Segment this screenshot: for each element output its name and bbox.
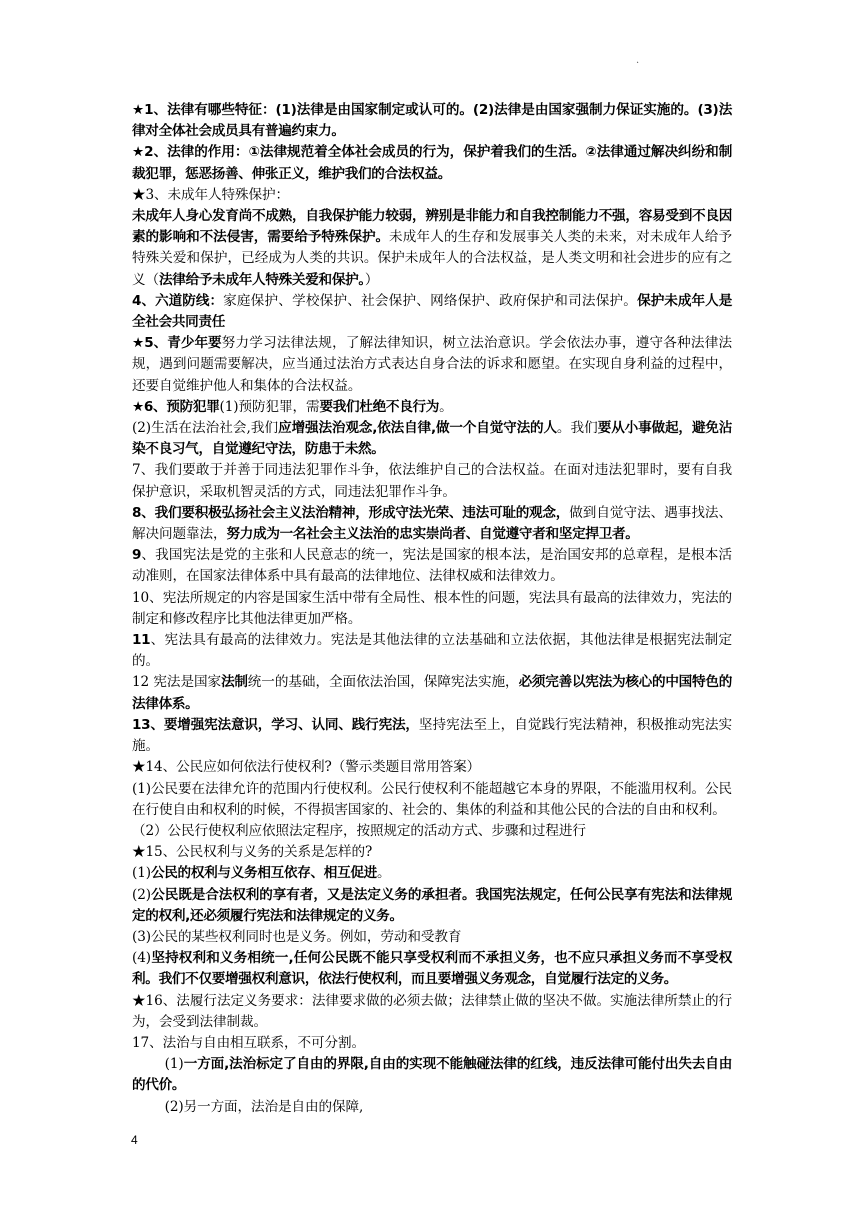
bold-text-run: 8、我们要积极弘扬社会主义法治精神，形成守法光荣、违法可耻的观念， xyxy=(132,504,570,521)
bold-text-run: 未成年人身心发育尚不成熟，自我保护能力较弱，辨别是非能力和自我控制能力不强，容易受到不良因素的影响和不法侵害，需要给予特殊保护。 xyxy=(132,208,732,246)
bold-text-run: 一方面,法治标定了自由的界限,自由的实现不能触碰法律的红线，违反法律可能付出失去自由的代价。 xyxy=(132,1056,732,1094)
bold-text-run: 4、六道防线： xyxy=(132,292,224,309)
bold-text-run: 11 xyxy=(132,632,151,649)
paragraph xyxy=(132,863,732,884)
paragraph xyxy=(132,333,732,397)
bold-text-run: 保护未成年人是全社会共同责任 xyxy=(132,292,733,331)
paragraph xyxy=(132,630,732,672)
text-run: (2)生活在法治社会,我们 xyxy=(132,420,279,437)
text-run: ） xyxy=(364,271,379,288)
bold-text-run: 9 xyxy=(132,547,142,564)
text-run: 。 xyxy=(439,398,453,415)
bold-text-run: 法律给予未成年人特殊关爱和保护。 xyxy=(159,271,365,288)
paragraph xyxy=(132,715,732,757)
paragraph xyxy=(132,397,732,418)
paragraph xyxy=(132,460,732,502)
paragraph xyxy=(132,927,732,948)
text-run: 统一的基础，全面依法治国，保障宪法实施， xyxy=(247,674,519,691)
paragraph xyxy=(132,672,732,714)
bold-text-run: 坚持权利和义务相统一,任何公民既不能只享受权利而不承担义务，也不应只承担义务而不享受权利。我们不仅要增强权利意识，依法行使权利，而且要增强义务观念，自觉履行法定的义务。 xyxy=(132,950,732,988)
bold-text-run: 要从小事做起，避免沾染不良习气，自觉遵纪守法，防患于未然。 xyxy=(132,420,732,458)
paragraph xyxy=(132,1033,732,1054)
text-run: 7、我们要敢于并善于同违法犯罪作斗争，依法维护自己的合法权益。在面对违法犯罪时，要有自我保护意识，采取机智灵活的方式，同违法犯罪作斗争。 xyxy=(132,462,732,500)
text-run: 。我们 xyxy=(556,420,598,437)
text-run: (1)公民要在法律允许的范围内行使权利。公民行使权利不能超越它本身的界限，不能滥用权利。公民在行使自由和权利的时候，不得损害国家的、社会的、集体的利益和其他公民的合法的自由和权利。 xyxy=(132,780,732,818)
text-run: (1) xyxy=(164,1056,184,1073)
paragraph xyxy=(132,185,732,206)
paragraph xyxy=(132,142,732,184)
text-run: 17、法治与自由相互联系，不可分割。 xyxy=(132,1034,365,1051)
text-run: ★14、公民应如何依法行使权利?（警示类题目常用答案） xyxy=(132,759,481,776)
text-run: (2) xyxy=(132,886,151,903)
document-body xyxy=(132,100,732,1118)
bold-text-run: 努力成为一名社会主义法治的忠实崇尚者、自觉遵守者和坚定捍卫者。 xyxy=(226,526,639,543)
paragraph xyxy=(132,503,732,545)
paragraph xyxy=(132,821,732,842)
paragraph xyxy=(132,885,732,927)
bold-text-run: 13、要增强宪法意识，学习、认同、践行宪法， xyxy=(132,716,419,733)
paragraph xyxy=(132,100,732,142)
paragraph xyxy=(132,291,732,333)
text-run: ★3、未成年人特殊保护： xyxy=(132,186,289,203)
paragraph xyxy=(132,948,732,990)
bold-text-run: ★6、预防犯罪 xyxy=(132,398,220,415)
bold-text-run: ★2、法律的作用：①法律规范着全体社会成员的行为，保护着我们的生活。②法律通过解决纠纷和制裁犯罪，惩恶扬善、伸张正义，维护我们的合法权益。 xyxy=(132,144,732,182)
text-run: (3)公民的某些权利同时也是义务。例如，劳动和受教育 xyxy=(132,928,462,945)
text-run: 未成年人的生存和发展事关人类的未来，对未成年人给予特殊关爱和保护，已经成为人类的共识。保护未成年人的合法权益，是人类文明和社会进步的应有之义（ xyxy=(132,229,732,288)
text-run: 10、宪法所规定的内容是国家生活中带有全局性、根本性的问题，宪法具有最高的法律效力，宪法的制定和修改程序比其他法律更加严格。 xyxy=(132,589,732,627)
bold-text-run: 法制 xyxy=(221,674,248,691)
paragraph xyxy=(132,757,732,778)
paragraph xyxy=(132,206,732,291)
text-run: 、宪法具有最高的法律效力。宪法是其他法律的立法基础和立法依据，其他法律是根据宪法制定的。 xyxy=(132,632,732,670)
bold-text-run: ★1、法律有哪些特征：(1)法律是由国家制定或认可的。(2)法律是由国家强制力保证实施的。(3)法律对全体社会成员具有普遍约束力。 xyxy=(132,102,732,140)
text-run: (4) xyxy=(132,950,151,967)
text-run: (2)另一方面，法治是自由的保障, xyxy=(164,1098,364,1115)
text-run: ★15、公民权利与义务的关系是怎样的? xyxy=(132,844,373,861)
text-run: 努力学习法律法规，了解法律知识，树立法治意识。学会依法办事，遵守各种法律法规，遇到问题需要解决，应当通过法治方式表达自身合法的诉求和愿望。在实现自身利益的过程中，还要自觉维护他人和集体的合法权益。 xyxy=(132,335,732,394)
bold-text-run: 公民的权利与义务相互依存、相互促进 xyxy=(150,865,377,882)
text-run: （2）公民行使权利应依照法定程序，按照规定的活动方式、步骤和过程进行 xyxy=(132,822,586,839)
text-run: 。 xyxy=(376,865,391,882)
paragraph xyxy=(132,991,732,1033)
bold-text-run: ★5、青少年要 xyxy=(132,335,222,352)
paragraph xyxy=(132,1097,732,1118)
paragraph xyxy=(132,418,732,460)
text-run: 做到自觉守法、遇事找法、解决问题靠法， xyxy=(132,504,732,543)
paragraph xyxy=(132,779,732,821)
paragraph xyxy=(132,842,732,863)
text-run: (1) xyxy=(132,865,151,882)
bold-text-run: 公民既是合法权利的享有者，又是法定义务的承担者。我国宪法规定，任何公民享有宪法和法律规定的权利,还必须履行宪法和法律规定的义务。 xyxy=(132,886,732,924)
bold-text-run: 要我们杜绝不良行为 xyxy=(319,398,440,415)
text-run: ★16、法履行法定义务要求：法律要求做的必须去做；法律禁止做的坚决不做。实施法律所禁止的行为，会受到法律制裁。 xyxy=(132,992,732,1030)
text-run: 坚持宪法至上，自觉践行宪法精神，积极推动宪法实施。 xyxy=(132,716,732,755)
text-run: (1)预防犯罪，需 xyxy=(219,398,320,415)
bold-text-run: 必须完善以宪法为核心的中国特色的法律体系。 xyxy=(132,674,733,712)
text-run: 、我国宪法是党的主张和人民意志的统一，宪法是国家的根本法，是治国安邦的总章程，是根本活动准则，在国家法律体系中具有最高的法律地位、法律权威和法律效力。 xyxy=(132,547,732,585)
paragraph xyxy=(132,545,732,587)
page-number: 4 xyxy=(131,1133,138,1147)
text-run: 家庭保护、学校保护、社会保护、网络保护、政府保护和司法保护。 xyxy=(223,292,638,309)
header-dot: · xyxy=(636,58,640,69)
bold-text-run: 应增强法治观念,依法自律,做一个自觉守法的人 xyxy=(278,420,557,437)
paragraph xyxy=(132,1054,732,1096)
paragraph xyxy=(132,588,732,630)
text-run: 12 宪法是国家 xyxy=(132,674,222,691)
